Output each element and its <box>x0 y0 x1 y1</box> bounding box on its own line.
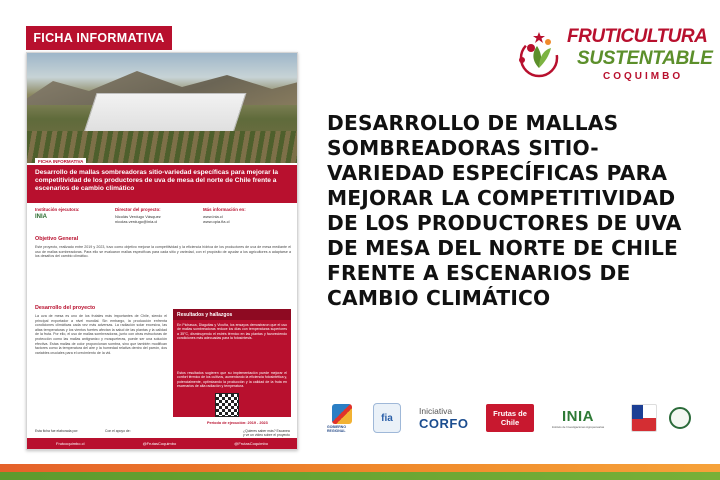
orange-stripe <box>0 464 720 472</box>
development-title: Desarrollo del proyecto <box>35 305 96 311</box>
green-stripe <box>0 472 720 480</box>
results-text-1: En Pichasca, Diaguitas y Vicuña, los ensayos demostraron que el uso de mallas sombreadoras reduce los días con temperaturas superiores a 35°C, disminuyendo el estrés térmico en las plantas y favoreciendo condiciones más adecuadas para la fotosíntesis. <box>177 323 287 341</box>
brand-line2: SUSTENTABLE <box>577 48 713 69</box>
inia-mini-logo: INIA <box>35 214 47 220</box>
inia-logo <box>548 401 608 435</box>
partner-seal-logo <box>667 401 693 435</box>
director-heading: Director del proyecto: <box>115 207 161 212</box>
corfo-prefix: Iniciativa <box>419 405 453 416</box>
fia-logo <box>371 401 403 435</box>
doc-title: Desarrollo de mallas sombreadoras sitio-variedad específicas para mejorar la competitividad de los productores de uva de mesa del norte de Chile frente a escenarios de cambio climático <box>27 165 297 203</box>
results-text-2: Estos resultados sugieren que su implementación puede mejorar el confort térmico de los cultivos, aumentando la eficiencia fotosintética y, potencialmente, optimizando la producción y la calidad de la fruta en escenarios de alta radiación y temperatura. <box>177 371 287 389</box>
greenhouse-photo <box>27 53 297 163</box>
qr-code[interactable] <box>215 393 239 417</box>
gobierno-de-chile-logo <box>629 401 659 435</box>
objective-title: Objetivo General <box>35 236 79 242</box>
partner-logos <box>327 401 717 437</box>
website-link[interactable]: Frutcoquimbo.cl <box>56 441 85 446</box>
chile-flag-icon <box>631 404 657 432</box>
brand-emblem-icon <box>511 28 567 84</box>
seal-icon <box>669 407 691 429</box>
doc-tag: FICHA INFORMATIVA <box>35 158 86 165</box>
brand-line1: FRUTICULTURA <box>567 26 708 47</box>
director-email[interactable]: nicolas.verdugo@inia.cl <box>115 219 158 224</box>
more-info-heading: Más información en: <box>203 207 246 212</box>
institution-heading: Institución ejecutora: <box>35 207 80 212</box>
social-handle[interactable]: @FrutasCoquimbo <box>142 441 177 446</box>
more-info-link[interactable]: www.inia.cl <box>203 214 223 219</box>
gobierno-regional-logo <box>327 401 357 435</box>
social-handle[interactable]: @FrutasCoquimbo <box>234 441 268 446</box>
gob-text: GOBIERNO REGIONAL <box>327 424 347 433</box>
development-text: La uva de mesa es uno de los frutales más importantes de Chile, siendo el principal exportador a nivel mundial. Sin embargo, la producción enfrenta condiciones climáticas cada vez más adversas. La radiación solar excesiva, las altas temperaturas y los vientos fuertes afectan la salud de las plantas y la calidad de la fruta. Por ello, el uso de mallas sombreadoras, junto con otras estructuras de protección como las mallas antigranizo y mosqueteras, puede ser una solución efectiva. Estas mallas de color proporcionan sombra, sino que también modifican factores como la temperatura del aire y la humedad relativa dentro del parrón, dos variables cruciales para el crecimiento de la vid. <box>35 314 167 355</box>
doc-info-row <box>35 207 291 233</box>
headline: DESARROLLO DE MALLAS SOMBREADORAS SITIO-VARIEDAD ESPECÍFICAS PARA MEJORAR LA COMPETITIVIDAD DE LOS PRODUCTORES DE UVA DE MESA DEL NORTE DE CHILE FRENTE A ESCENARIOS DE CAMBIO CLIMÁTICO <box>327 111 682 310</box>
frutas-de-chile-logo <box>485 401 535 435</box>
more-info-link[interactable]: www.opia.fia.cl <box>203 219 230 224</box>
results-title: Resultados y hallazgos <box>173 309 291 320</box>
gobierno-regional-emblem-icon <box>332 404 352 424</box>
director-name: Nicolás Verdugo Vásquez <box>115 214 161 219</box>
corfo-name: CORFO <box>419 415 469 431</box>
support-label: Con el apoyo de: <box>105 429 131 433</box>
objective-text: Este proyecto, realizado entre 2019 y 2023, tuvo como objetivo mejorar la competitividad y la eficiencia hídrica de los productores de uva de mesa mediante el uso de mallas sombreadoras. Para ello se evaluaron mallas específicas para cada sitio y variedad, con el propósito de ayudar a los agricultores a adaptarse a los desafíos del cambio climático. <box>35 245 291 259</box>
ficha-informativa-badge: FICHA INFORMATIVA <box>26 26 172 50</box>
frutas-text: Frutas de Chile <box>486 404 534 432</box>
director-block <box>115 207 161 224</box>
made-by-label: Esta ficha fue elaborada por: <box>35 429 79 433</box>
inia-sub: Instituto de Investigaciones Agropecuarias <box>551 424 605 429</box>
fruticultura-sustentable-logo <box>511 22 713 88</box>
more-info-block <box>203 207 246 224</box>
doc-bottom-bar <box>27 438 297 449</box>
video-label: ¿Quieres saber más? Escanea y ve un video sobre el proyecto <box>243 429 290 437</box>
institution-block <box>35 207 79 220</box>
document-thumbnail[interactable] <box>26 52 298 450</box>
brand-line3: COQUIMBO <box>603 71 684 82</box>
inia-name: INIA <box>562 407 594 425</box>
corfo-logo <box>419 401 477 435</box>
fia-text: fia <box>373 403 401 433</box>
execution-period: Periodo de ejecución: 2019 - 2023 <box>207 421 268 425</box>
